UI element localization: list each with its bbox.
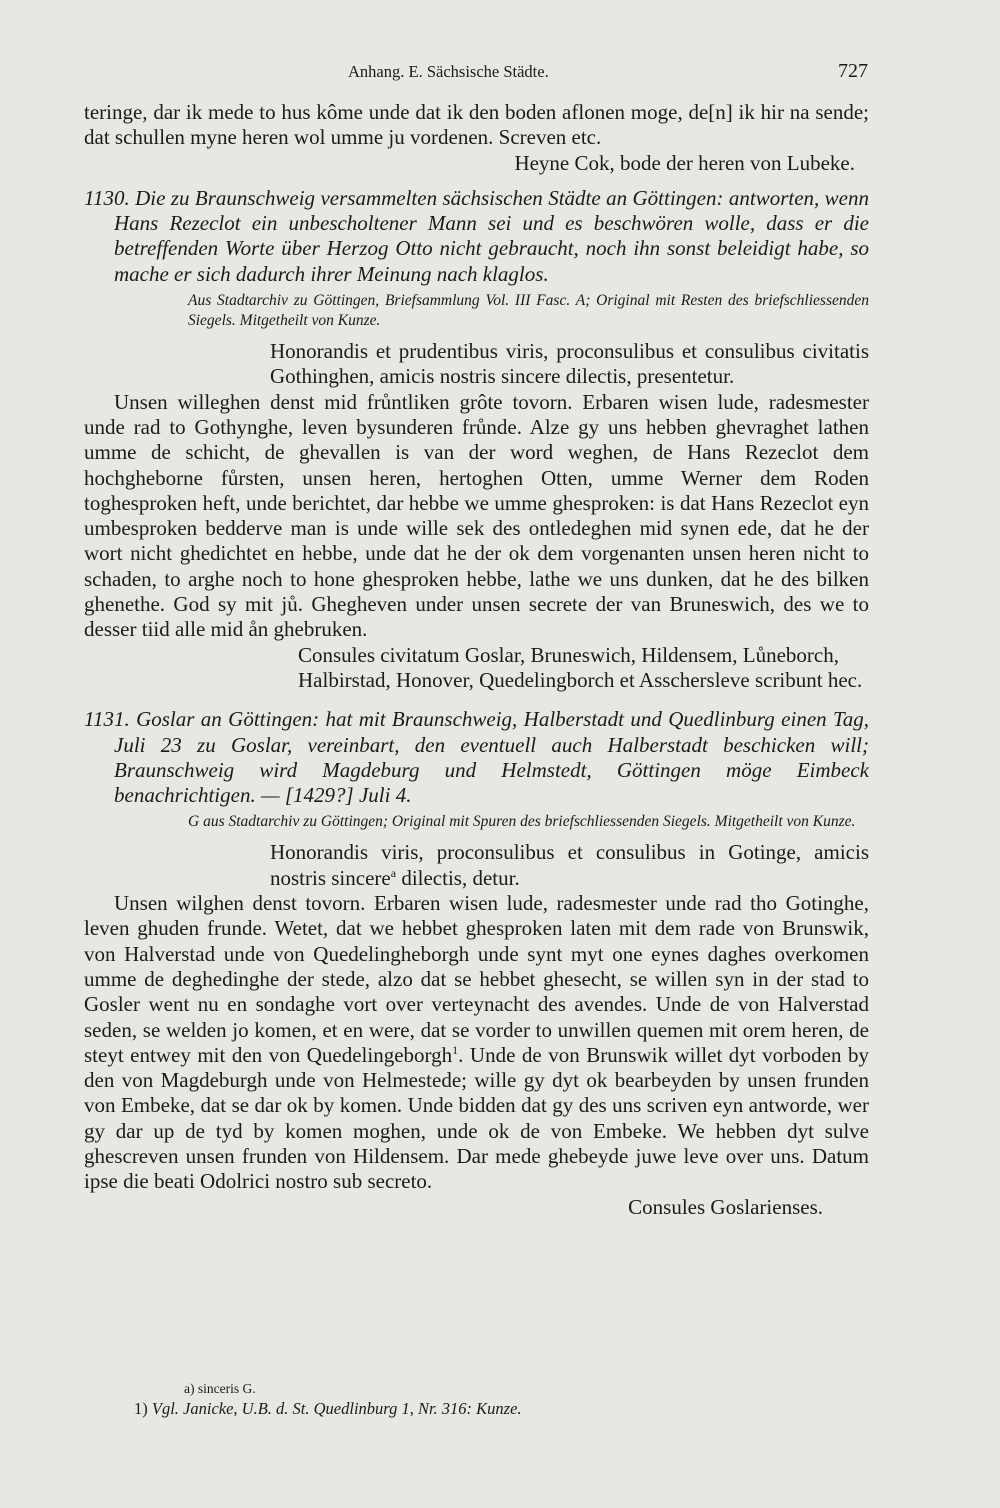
document-1131-source: G aus Stadtarchiv zu Göttingen; Original mit Spuren des briefschliessenden Siegels. Mitgetheilt von Kunze. xyxy=(188,813,856,831)
address-text: Honorandis viris, proconsulibus et consulibus in Gotinge, amicis nostris sincere xyxy=(270,840,869,890)
document-1130-signature: Consules civitatum Goslar, Bruneswich, Hildensem, Lůneborch, Halbirstad, Honover, Quedelingborch et Asschersleve scribunt hec. xyxy=(298,642,863,692)
footnote-1-text: Vgl. Janicke, U.B. d. St. Quedlinburg 1, Nr. 316: Kunze. xyxy=(151,1399,522,1418)
footnote-mark-1: 1 xyxy=(452,1042,459,1057)
document-1131-signature: Consules Goslarienses. xyxy=(628,1194,823,1219)
document-1130-heading xyxy=(84,186,869,287)
page-number: 727 xyxy=(838,60,868,82)
document-1130-source: Aus Stadtarchiv zu Göttingen, Briefsammlung Vol. III Fasc. A; Original mit Resten des briefschliessenden Siegels. Mitgetheilt von Kunze. xyxy=(188,292,869,330)
letter-text-end: . Unde de von Brunswik willet dyt vorboden by den von Magdeburgh unde von Helmestede; wille gy dyt ok bearbeyden by unsen frunden von Embeke, dat se dar ok by komen. Unde bidden dat gy des uns scriven eyn antworde, wer gy dar up de tyd by komen moghen, unde ok de von Embeke. We hebben dyt sulve ghescreven unsen frunden von Hildensem. Dar mede ghebeyde juwe leve over uns. Datum ipse die beati Odolrici nostro sub secreto. xyxy=(84,1042,869,1194)
page-body xyxy=(84,100,869,1220)
running-title: Anhang. E. Sächsische Städte. xyxy=(348,62,549,81)
footnote-1-mark: 1) xyxy=(134,1399,148,1418)
address-text-end: dilectis, detur. xyxy=(396,865,520,890)
footnotes xyxy=(84,1380,869,1420)
document-1130-text: Unsen willeghen denst mid frůntliken grôte tovorn. Erbaren wisen lude, radesmester unde rad to Gothynghe, leven bysunderen frůnde. Alze gy uns hebben ghevraghet lathen umme de schicht, de ghevallen is van der word weghen, de Hans Rezeclot dem hochgheborne fůrsten, unsen heren, hertoghen Otten, umme Werner dem Roden toghesproken heft, unde berichtet, dar hebbe we umme ghesproken: is dat Hans Rezeclot eyn umbesproken bedderve man is unde wille sek des ontledeghen mid synen ede, dat he der wort nicht ghedichtet en hebbe, unde dat he der ok dem vorgenanten unsen heren nicht to schaden, to arghe noch to hone ghesproken hebbe, lathe we uns dunken, dat he des bilken ghenethe. God sy mit jů. Ghegheven under unsen secrete der van Bruneswich, des we to desser tiid alle mid ån ghebruken. xyxy=(84,389,869,642)
footnote-mark-a: a xyxy=(390,865,397,880)
footnote-1 xyxy=(134,1398,869,1420)
continued-signature: Heyne Cok, bode der heren von Lubeke. xyxy=(514,150,855,175)
footnote-a xyxy=(184,1380,869,1398)
document-1130-summary: Die zu Braunschweig versammelten sächsischen Städte an Göttingen: antworten, wenn Hans Rezeclot ein unbescholtener Mann sei und es beschwören wolle, dass er die betreffenden Worte über Herzog Otto nicht gebraucht, noch ihn sonst beleidigt habe, so mache er sich dadurch ihrer Meinung nach klaglos. xyxy=(114,185,870,286)
document-1131-number: 1131. xyxy=(84,707,130,732)
document-1130-address: Honorandis et prudentibus viris, proconsulibus et consulibus civitatis Gothinghen, amicis nostris sincere dilectis, presentetur. xyxy=(270,339,869,389)
continued-paragraph: teringe, dar ik mede to hus kôme unde dat ik den boden aflonen moge, de[n] ik hir na sende; dat schullen myne heren wol umme ju vordenen. Screven etc. xyxy=(84,100,869,150)
footnote-a-mark: a) xyxy=(184,1381,195,1396)
footnote-a-text: sinceris G. xyxy=(197,1381,256,1396)
document-1131-summary: Goslar an Göttingen: hat mit Braunschweig, Halberstadt und Quedlinburg einen Tag, Juli 23 zu Goslar, vereinbart, den eventuell auch Halberstadt beschicken will; Braunschweig wird Magdeburg und Helmstedt, Göttingen möge Eimbeck benachrichtigen. — [1429?] Juli 4. xyxy=(114,707,870,808)
document-1131-text xyxy=(84,891,869,1195)
document-1131-heading xyxy=(84,707,869,808)
document-1130-number: 1130. xyxy=(84,185,130,210)
letter-text: Unsen wilghen denst tovorn. Erbaren wisen lude, radesmester unde rad tho Gotinghe, leven ghuden frunde. Wetet, dat we hebbet ghesproken laten mit dem rade von Brunswik, von Halverstad unde von Quedelingheborgh unde synt myt one eynes daghes overkomen umme de deghedinghe der stede, alzo dat se hebbet ghesecht, se willen syn in der stad to Gosler went nu en sondaghe vort over verteynacht des avendes. Unde de von Halverstad seden, se welden jo komen, et en were, dat se vorder to unwillen quemen mit orem heren, de steyt entwey mit den von Quedelingeborgh xyxy=(84,891,869,1067)
document-1131-address xyxy=(270,840,869,891)
page-header xyxy=(84,62,868,88)
